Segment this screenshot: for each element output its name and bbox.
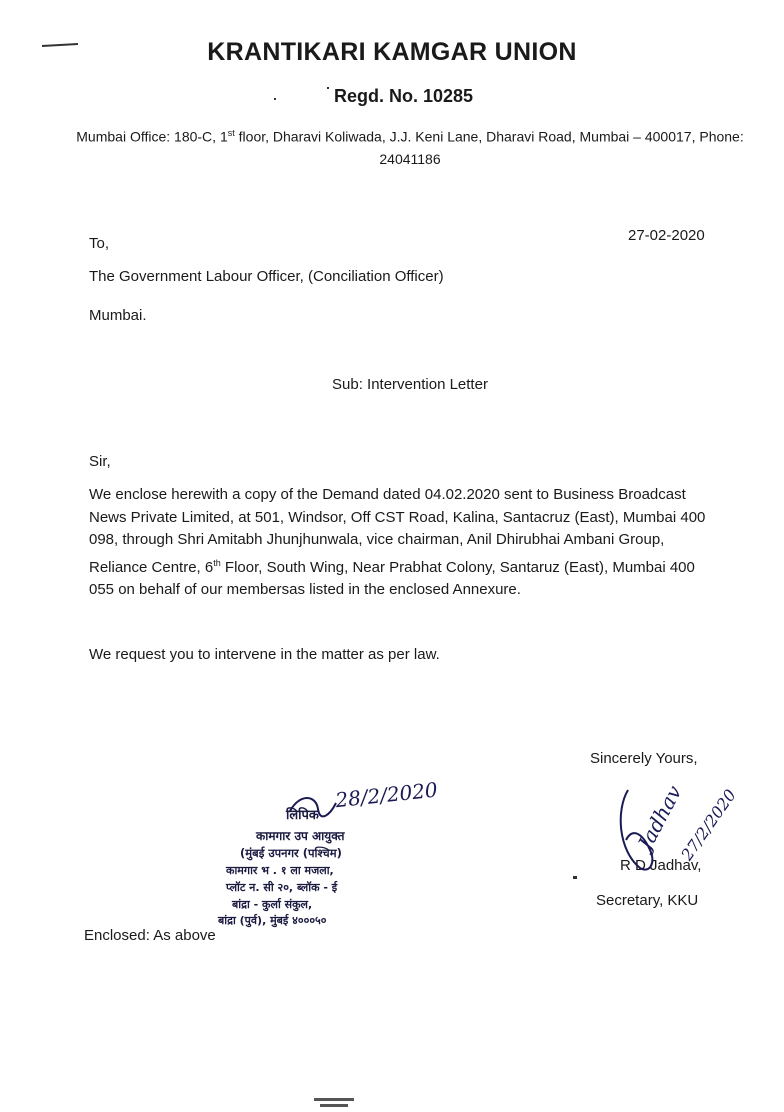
scan-mark: [274, 98, 276, 100]
salutation: Sir,: [89, 453, 111, 470]
recipient-city: Mumbai.: [89, 307, 147, 324]
request-line: We request you to intervene in the matter as per law.: [89, 646, 440, 663]
address-part: floor, Dharavi Koliwada, J.J. Keni Lane, Dharavi Road, Mumbai – 400017, Phone: 24041186: [234, 128, 744, 167]
body-superscript: th: [213, 557, 221, 568]
subject-line: Sub: Intervention Letter: [332, 376, 488, 393]
scan-mark: [314, 1098, 354, 1101]
signatory-title: Secretary, KKU: [596, 892, 699, 909]
scan-mark: [327, 87, 329, 89]
registration-number: Regd. No. 10285: [334, 86, 474, 106]
signature-text: Jadhav: [632, 781, 687, 854]
receipt-stamp: [218, 777, 439, 927]
signature-date: 27/2/2020: [677, 785, 740, 864]
stamp-line: लिपिक: [286, 808, 319, 823]
to-line: To,: [89, 235, 110, 252]
scan-mark: [320, 1104, 348, 1107]
organization-name: KRANTIKARI KAMGAR UNION: [207, 38, 577, 66]
scan-mark: [573, 876, 577, 879]
letter-date: 27-02-2020: [628, 227, 705, 244]
stamp-line: कामगार भ . १ ला मजला,: [226, 864, 334, 877]
closing: Sincerely Yours,: [590, 750, 698, 767]
office-address: [60, 122, 760, 170]
recipient: The Government Labour Officer, (Conciliation Officer): [89, 268, 444, 285]
handwritten-signature: [610, 770, 760, 880]
address-superscript: st: [227, 128, 235, 138]
body-text: Floor, South Wing, Near Prabhat Colony, Santaruz (East), Mumbai 400 055 on behalf of our membersas listed in the enclosed Annexure.: [89, 558, 695, 598]
address-part: Mumbai Office: 180-C, 1: [76, 128, 228, 145]
stamp-line: बांद्रा - कुर्ला संकुल,: [232, 898, 313, 911]
stamp-handwritten-date: 28/2/2020: [334, 777, 439, 813]
enclosure-note: Enclosed: As above: [84, 927, 216, 944]
stamp-line: कामगार उप आयुक्त: [256, 829, 345, 843]
stamp-line: बांद्रा (पुर्व), मुंबई ४०००५०: [218, 914, 327, 927]
body-text: We enclose herewith a copy of the Demand dated 04.02.2020 sent to Business Broadcast News Private Limited, at 501, Windsor, Off CST Road, Kalina, Santacruz (East), Mumbai 400 098, through Shri Amitabh Jhunjhunwala, vice chairman, Anil Dhirubhai Ambani Group, Reliance Centre, 6: [89, 486, 706, 576]
stamp-line: (मुंबई उपनगर (पश्चिम): [240, 846, 342, 860]
body-paragraph: [89, 484, 709, 602]
stamp-line: प्लॉट न. सी २०, ब्लॉक - ई: [226, 881, 338, 894]
signatory-name: R D Jadhav,: [620, 857, 702, 874]
